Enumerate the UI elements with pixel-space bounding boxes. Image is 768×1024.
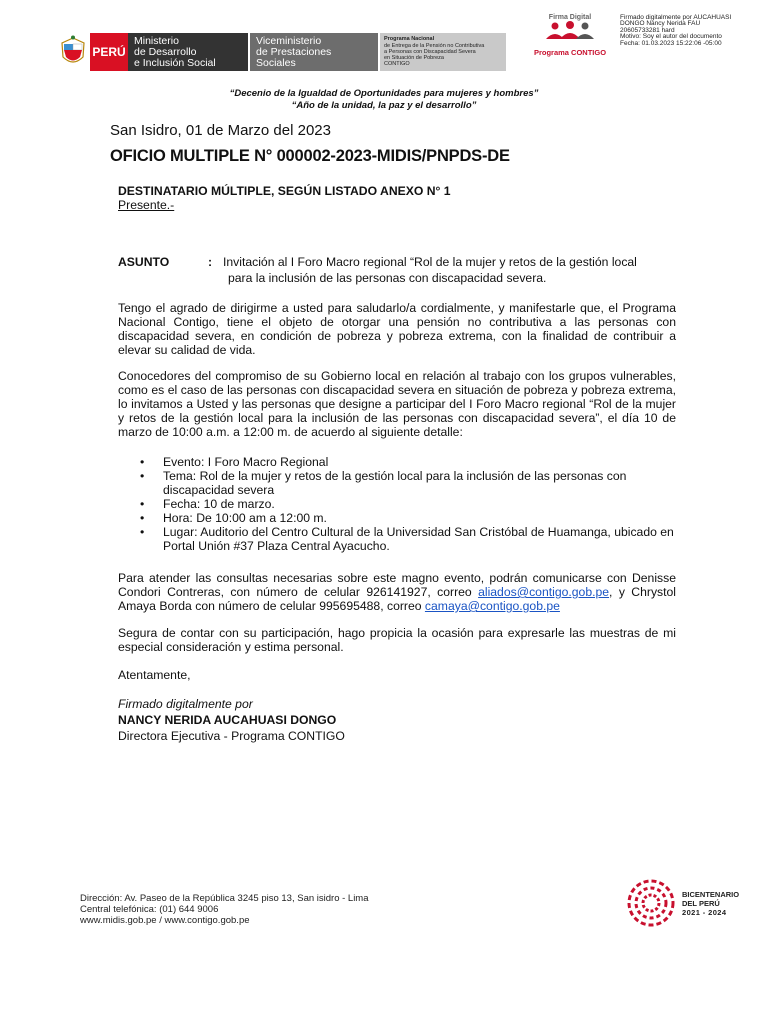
decenio-line-1: “Decenio de la Igualdad de Oportunidades para mujeres y hombres” (229, 88, 539, 99)
bicentenario-logo (626, 878, 739, 928)
firma-digital-label: Firma Digital (548, 14, 592, 21)
decenio-line-2: “Año de la unidad, la paz y el desarrollo” (291, 100, 477, 111)
closing-salutation: Atentamente, (118, 668, 191, 682)
list-item: • Lugar: Auditorio del Centro Cultural de la Universidad San Cristóbal de Huamanga, ubicado en Portal Unión #37 Plaza Central Ayacucho. (140, 525, 676, 553)
oficio-number: OFICIO MULTIPLE N° 000002-2023-MIDIS/PNPDS-DE (110, 147, 510, 165)
destinatario-block (118, 184, 451, 212)
bicentenario-text: BICENTENARIO DEL PERÚ 2021 - 2024 (682, 889, 740, 917)
paragraph-closing: Segura de contar con su participación, hago propicia la ocasión para expresarle las muestras de mi especial consideración y estima personal. (118, 626, 676, 654)
ministerio-label: Ministerio de Desarrollo e Inclusión Social (128, 33, 248, 71)
firma-digital-logo (530, 14, 610, 57)
programa-contigo-label: Programa CONTIGO (533, 48, 607, 57)
programa-label: Programa Nacional de Entrega de la Pensión no Contributiva a Personas con Discapacidad Severa en Situación de Pobreza CONTIGO (380, 33, 506, 71)
asunto-colon: : (208, 255, 213, 269)
asunto-text-line-1: Invitación al I Foro Macro regional “Rol de la mujer y retos de la gestión local (223, 255, 637, 269)
digital-signature-stamp: Firmado digitalmente por AUCAHUASI DONGO Nancy Nerida FAU 20605733281 hard Motivo: Soy el autor del documento Fecha: 01.03.2023 15:22:06 -05:00 (620, 14, 732, 47)
viceministerio-label: Viceministerio de Prestaciones Sociales (250, 33, 378, 71)
list-item: • Fecha: 10 de marzo. (140, 497, 676, 511)
coat-of-arms-icon (56, 33, 90, 71)
list-item: • Hora: De 10:00 am a 12:00 m. (140, 511, 676, 525)
asunto-label: ASUNTO (118, 255, 170, 269)
document-date: San Isidro, 01 de Marzo del 2023 (110, 122, 331, 139)
asunto-text-line-2: para la inclusión de las personas con discapacidad severa. (228, 271, 547, 285)
list-item: • Evento: I Foro Macro Regional (140, 455, 676, 469)
contigo-logo-icon (540, 21, 600, 43)
presente-line: Presente.- (118, 198, 175, 212)
institutional-banner (56, 33, 506, 71)
footer-address: Dirección: Av. Paseo de la República 3245 piso 13, San isidro - Lima Central telefónica: (01) 644 9006 www.midis.gob.pe / www.contigo.gob.pe (80, 893, 369, 926)
email-link-aliados[interactable]: aliados@contigo.gob.pe (478, 585, 610, 599)
signer-position: Directora Ejecutiva - Programa CONTIGO (118, 729, 345, 743)
event-details-list (140, 455, 676, 553)
bicentenario-emblem-icon (626, 878, 676, 928)
email-link-camaya[interactable]: camaya@contigo.gob.pe (424, 599, 560, 613)
paragraph-invitation: Conocedores del compromiso de su Gobierno local en relación al trabajo con los grupos vulnerables, como es el caso de las personas con discapacidad severa en situación de pobreza y pobreza extrema, lo invitamos a Usted y las personas que designe a participar del I Foro Macro regional “Rol de la mujer y retos de la gestión local para la inclusión de las personas con discapacidad severa”, el día 10 de marzo de 10:00 a.m. a 12:00 m. de acuerdo al siguiente detalle: (118, 369, 676, 439)
peru-label: PERÚ (90, 33, 128, 71)
paragraph-contacts: Para atender las consultas necesarias sobre este magno evento, podrán comunicarse con Denisse Condori Contreras, con número de celular 926141927, correo aliados@contigo.gob.pe, y Chrystol Amaya Borda con número de celular 995695488, correo camaya@contigo.gob.pe (118, 571, 677, 613)
signer-name: NANCY NERIDA AUCAHUASI DONGO (118, 713, 337, 727)
firmado-label: Firmado digitalmente por (118, 697, 253, 711)
paragraph-intro: Tengo el agrado de dirigirme a usted para saludarlo/a cordialmente, y manifestarle que, el Programa Nacional Contigo, tiene el objeto de otorgar una pensión no contributiva a las personas con discapacidad severa, en condición de pobreza y pobreza extrema, con la finalidad de contribuir a elevar su calidad de vida. (118, 301, 676, 357)
list-item: • Tema: Rol de la mujer y retos de la gestión local para la inclusión de las personas con discapacidad severa (140, 469, 676, 497)
destinatario-line: DESTINATARIO MÚLTIPLE, SEGÚN LISTADO ANEXO N° 1 (118, 184, 451, 198)
